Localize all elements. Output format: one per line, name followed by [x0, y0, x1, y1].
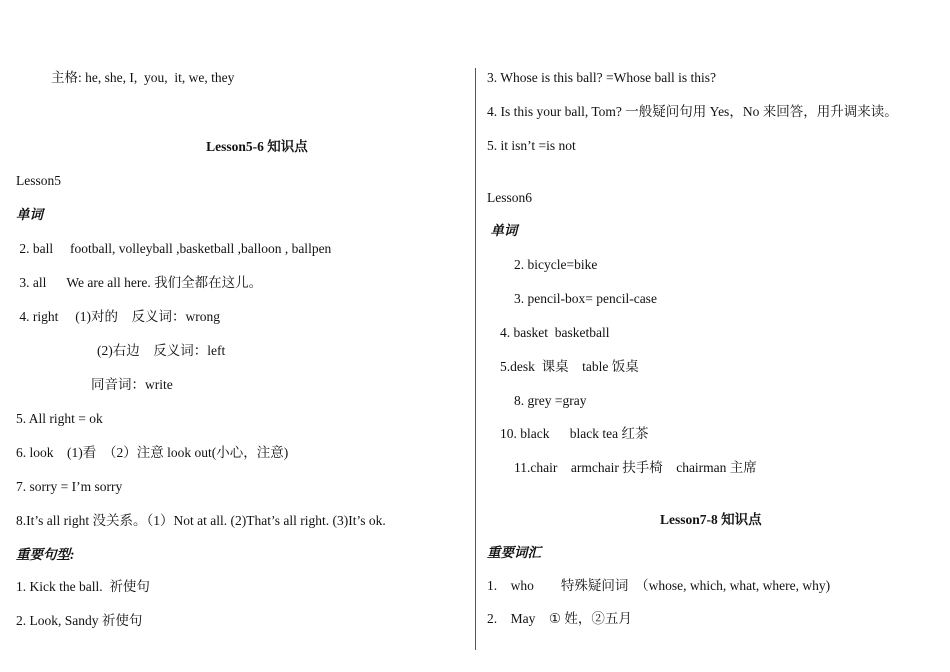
lesson7-8-title: Lesson7-8 知识点: [660, 512, 762, 527]
important-heading: 重要词汇: [487, 545, 541, 560]
important-item: 2. May ① 姓，②五月: [487, 611, 632, 626]
important-item: 1. who 特殊疑问词 （whose, which, what, where, why): [487, 578, 831, 593]
vocab-item: 同音词：write: [91, 377, 173, 392]
column-divider: [475, 68, 476, 650]
sentence-heading: 重要句型:: [16, 547, 75, 562]
vocab-item: 10. black black tea 红茶: [500, 426, 649, 441]
vocab-heading: 单词: [16, 207, 43, 222]
note-item: 3. Whose is this ball? =Whose ball is this?: [487, 70, 716, 85]
vocab-item: 6. look (1)看 （2）注意 look out(小心，注意): [16, 445, 289, 460]
note-item: 5. it isn’t =is not: [487, 138, 576, 153]
vocab-item: (2)右边 反义词：left: [97, 343, 226, 358]
vocab-item: 3. pencil-box= pencil-case: [514, 291, 657, 306]
vocab-item: 5.desk 课桌 table 饭桌: [500, 359, 639, 374]
sentence-item: 2. Look, Sandy 祈使句: [16, 613, 143, 628]
lesson5-heading: Lesson5: [16, 173, 61, 188]
vocab-item: 5. All right = ok: [16, 411, 103, 426]
subject-pronouns-line: 主格: he, she, I, you, it, we, they: [51, 70, 235, 85]
vocab-item: 8.It’s all right 没关系。（1）Not at all. (2)That’s all right. (3)It’s ok.: [16, 513, 386, 528]
vocab-item: 3. all We are all here. 我们全都在这儿。: [16, 275, 263, 290]
vocab-item: 11.chair armchair 扶手椅 chairman 主席: [514, 460, 757, 475]
note-item: 4. Is this your ball, Tom? 一般疑问句用 Yes，No 来回答，用升调来读。: [487, 104, 898, 119]
lesson6-heading: Lesson6: [487, 190, 532, 205]
vocab-item: 2. ball football, volleyball ,basketball ,balloon , ballpen: [16, 241, 332, 256]
vocab-item: 8. grey =gray: [514, 393, 587, 408]
lesson5-6-title: Lesson5-6 知识点: [206, 139, 308, 154]
vocab-item: 4. right (1)对的 反义词：wrong: [16, 309, 220, 324]
vocab-heading: 单词: [487, 223, 518, 238]
vocab-item: 2. bicycle=bike: [514, 257, 598, 272]
sentence-item: 1. Kick the ball. 祈使句: [16, 579, 150, 594]
vocab-item: 7. sorry = I’m sorry: [16, 479, 123, 494]
vocab-item: 4. basket basketball: [500, 325, 610, 340]
